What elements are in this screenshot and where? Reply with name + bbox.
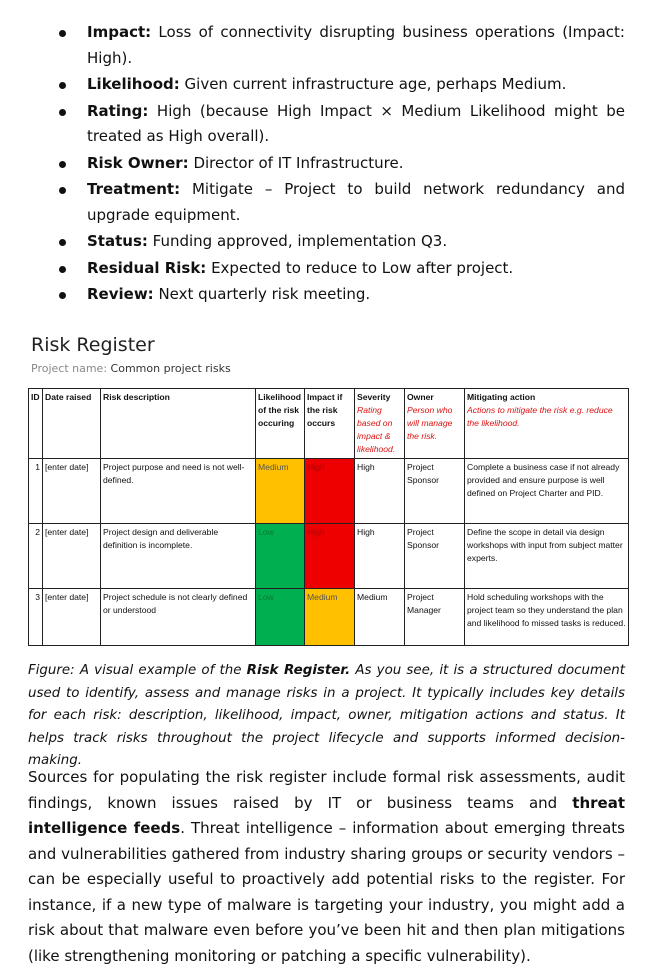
list-item: Likelihood: Given current infrastructure age, perhaps Medium. <box>0 72 656 98</box>
cell-likelihood: Low <box>256 589 305 646</box>
cell-impact: High <box>305 459 355 524</box>
header-id: ID <box>29 389 43 459</box>
cell-id: 1 <box>29 459 43 524</box>
bullet-icon <box>59 292 66 299</box>
list-item: Status: Funding approved, implementation Q3. <box>0 229 656 255</box>
cell-severity: Medium <box>355 589 405 646</box>
bullet-icon <box>59 109 66 116</box>
cell-description: Project purpose and need is not well-defined. <box>101 459 256 524</box>
cell-date: [enter date] <box>43 459 101 524</box>
risk-register-table <box>28 388 629 646</box>
cell-severity: High <box>355 524 405 589</box>
cell-date: [enter date] <box>43 524 101 589</box>
table-row <box>29 589 629 646</box>
cell-action: Hold scheduling workshops with the project team so they understand the plan and likelihood fo missed tasks is reduced. <box>465 589 629 646</box>
cell-owner: Project Manager <box>405 589 465 646</box>
register-title: Risk Register <box>31 334 155 356</box>
cell-action: Define the scope in detail via design workshops with input from subject matter experts. <box>465 524 629 589</box>
cell-description: Project schedule is not clearly defined or understood <box>101 589 256 646</box>
cell-date: [enter date] <box>43 589 101 646</box>
cell-impact: Medium <box>305 589 355 646</box>
header-likelihood: Likelihood of the risk occuring <box>256 389 305 459</box>
bullet-icon <box>59 30 66 37</box>
project-name-line <box>31 362 231 375</box>
bullet-icon <box>59 239 66 246</box>
bullet-icon <box>59 187 66 194</box>
cell-description: Project design and deliverable definition is incomplete. <box>101 524 256 589</box>
cell-impact: High <box>305 524 355 589</box>
list-item: Treatment: Mitigate – Project to build network redundancy and upgrade equipment. <box>0 177 656 228</box>
bullet-icon <box>59 82 66 89</box>
cell-severity: High <box>355 459 405 524</box>
list-item: Rating: High (because High Impact × Medium Likelihood might be treated as High overall). <box>0 99 656 150</box>
list-item: Review: Next quarterly risk meeting. <box>0 282 656 308</box>
header-severity: Severity Rating based on impact & likelihood. <box>355 389 405 459</box>
cell-id: 2 <box>29 524 43 589</box>
cell-likelihood: Medium <box>256 459 305 524</box>
cell-action: Complete a business case if not already provided and ensure purpose is well defined on Project Charter and PID. <box>465 459 629 524</box>
header-action: Mitigating action Actions to mitigate the risk e.g. reduce the likelihood. <box>465 389 629 459</box>
list-item: Residual Risk: Expected to reduce to Low after project. <box>0 256 656 282</box>
header-impact: Impact if the risk occurs <box>305 389 355 459</box>
cell-owner: Project Sponsor <box>405 524 465 589</box>
bullet-icon <box>59 266 66 273</box>
project-name-label: Project name: <box>31 362 108 375</box>
cell-likelihood: Low <box>256 524 305 589</box>
header-owner: Owner Person who will manage the risk. <box>405 389 465 459</box>
table-row <box>29 524 629 589</box>
table-header-row <box>29 389 629 459</box>
bullet-icon <box>59 161 66 168</box>
project-name-value: Common project risks <box>110 362 231 375</box>
body-paragraph: Sources for populating the risk register include formal risk assessments, audit findings, known issues raised by IT or business teams and threat intelligence feeds. Threat intelligence – information about emerging threats and vulnerabilities gathered from industry sharing groups or security vendors – can be especially useful to proactively add potential risks to the register. For instance, if a new type of malware is targeting your industry, you might add a risk about that malware even before you’ve been hit and then plan mitigations (like strengthening monitoring or patching a specific vulnerability). <box>28 768 625 965</box>
cell-owner: Project Sponsor <box>405 459 465 524</box>
list-item: Risk Owner: Director of IT Infrastructure. <box>0 151 656 177</box>
table-row <box>29 459 629 524</box>
cell-id: 3 <box>29 589 43 646</box>
header-description: Risk description <box>101 389 256 459</box>
risk-detail-list <box>0 20 656 309</box>
list-item: Impact: Loss of connectivity disrupting business operations (Impact: High). <box>0 20 656 71</box>
header-date: Date raised <box>43 389 101 459</box>
figure-caption: Figure: A visual example of the Risk Register. As you see, it is a structured document used to identify, assess and manage risks in a project. It typically includes key details for each risk: description, likelihood, impact, owner, mitigation actions and status. It helps track risks throughout the project lifecycle and supports informed decision-making. <box>28 663 626 768</box>
